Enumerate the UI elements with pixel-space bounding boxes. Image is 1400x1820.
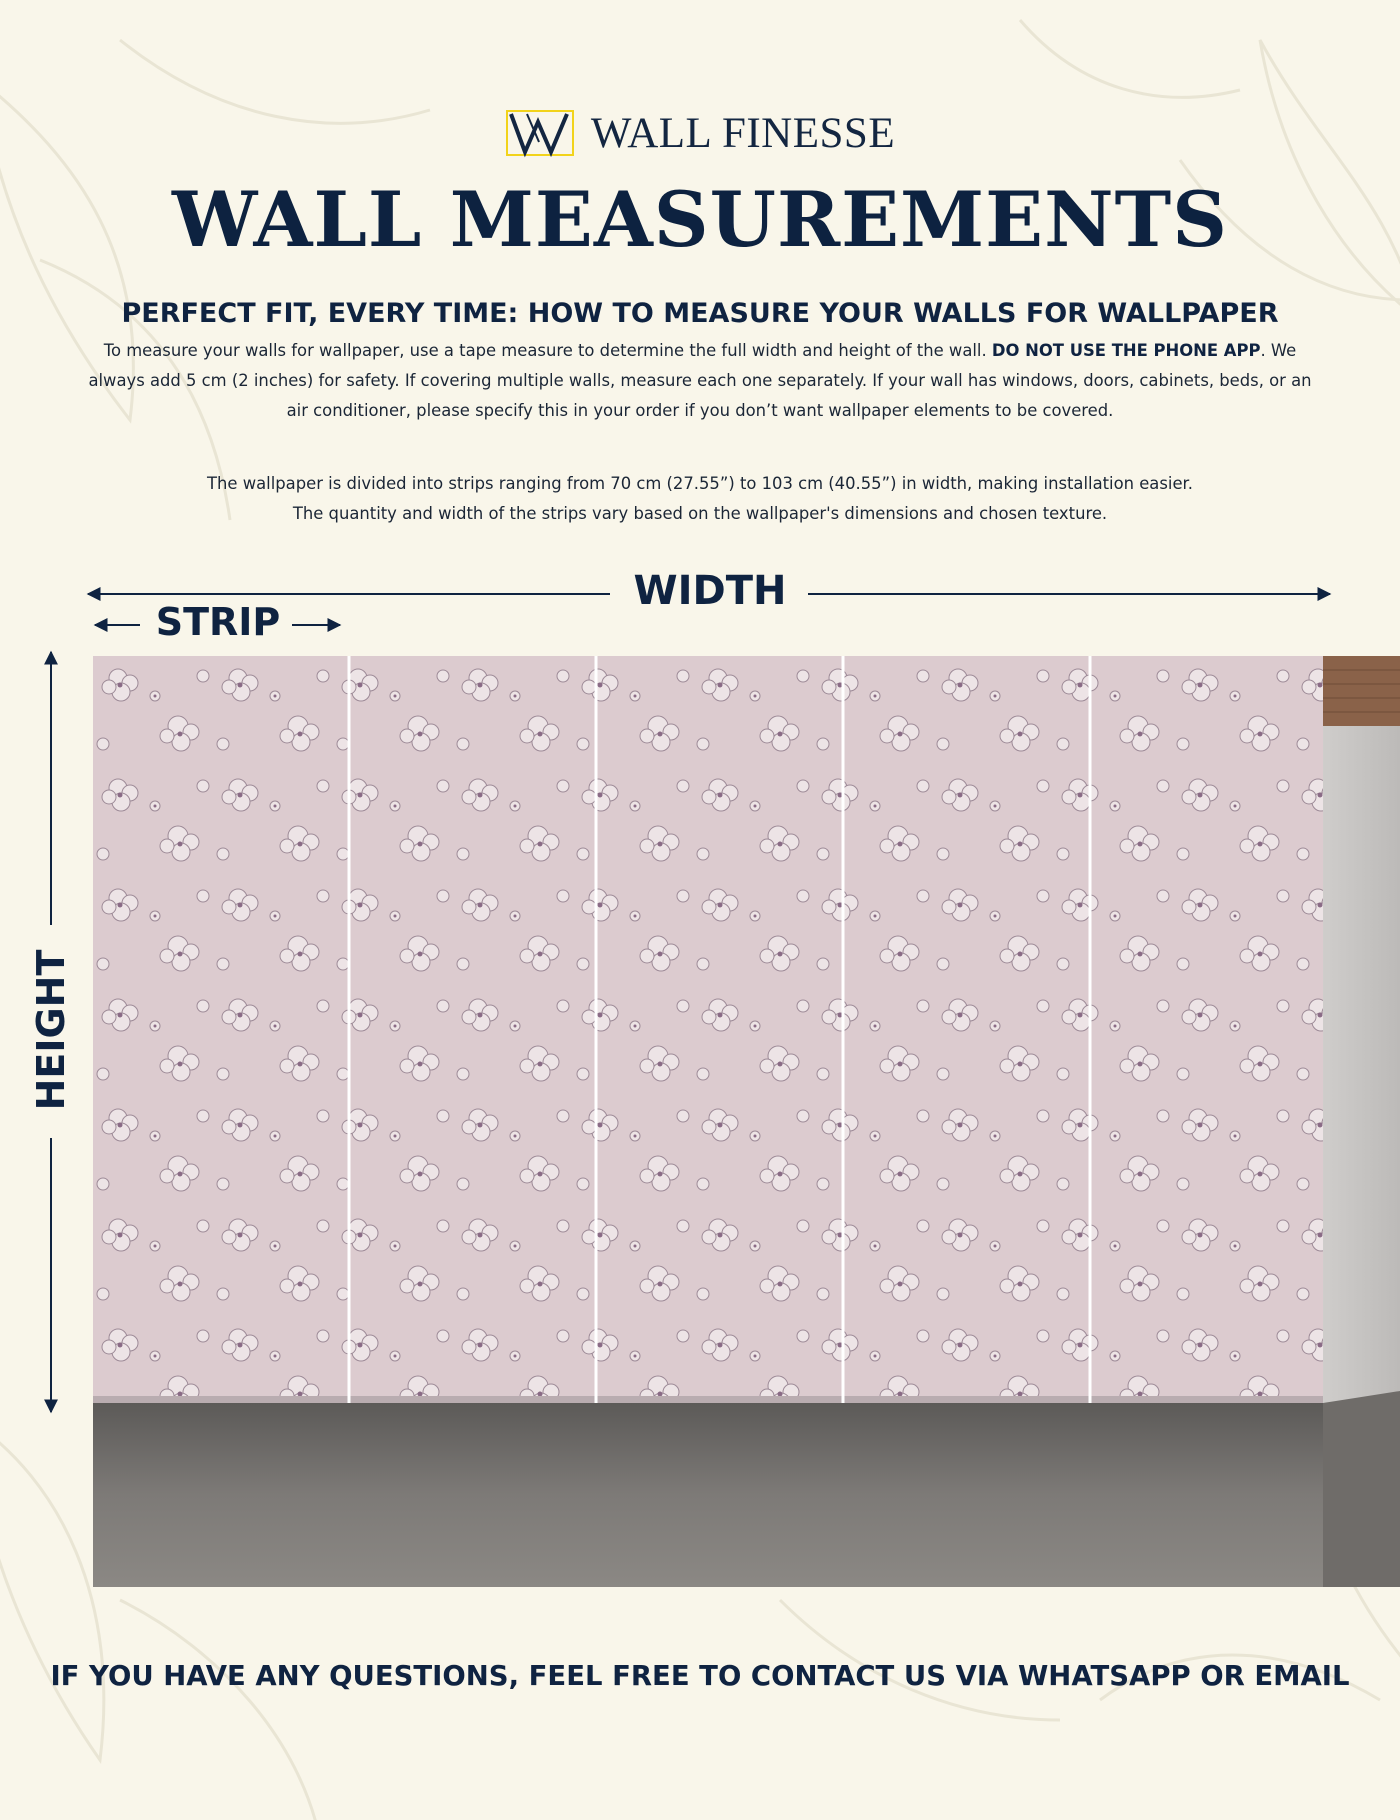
wallpapered-room-photo bbox=[93, 656, 1400, 1587]
width-label: WIDTH bbox=[633, 568, 787, 614]
brand-logo bbox=[0, 108, 1400, 158]
page-title: WALL MEASUREMENTS bbox=[171, 175, 1229, 264]
strips-note-line-2: The quantity and width of the strips vary based on the wallpaper's dimensions and chosen texture. bbox=[292, 504, 1108, 523]
phone-app-warning: DO NOT USE THE PHONE APP bbox=[991, 341, 1261, 360]
height-label: HEIGHT bbox=[29, 949, 73, 1111]
page-subtitle: PERFECT FIT, EVERY TIME: HOW TO MEASURE YOUR WALLS FOR WALLPAPER bbox=[121, 298, 1279, 329]
strip-label: STRIP bbox=[155, 600, 281, 644]
room-illustration bbox=[93, 656, 1400, 1587]
contact-footer: IF YOU HAVE ANY QUESTIONS, FEEL FREE TO CONTACT US VIA WHATSAPP OR EMAIL bbox=[50, 1660, 1350, 1692]
intro-text-before: To measure your walls for wallpaper, use a tape measure to determine the full width and height of the wall. bbox=[103, 341, 992, 360]
wallpaper-wall bbox=[93, 656, 1323, 1403]
strips-note-line-1: The wallpaper is divided into strips ranging from 70 cm (27.55”) to 103 cm (40.55”) in width, making installation easier. bbox=[207, 474, 1193, 493]
wf-monogram-icon bbox=[505, 108, 575, 158]
intro-text-after: . We always add 5 cm (2 inches) for safety. If covering multiple walls, measure each one separately. If your wall has windows, doors, cabinets, beds, or an air conditioner, please specify this in your order if you don’t want wallpaper elements to be covered. bbox=[88, 341, 1312, 420]
brand-name: WALL FINESSE bbox=[590, 109, 896, 157]
strips-note bbox=[80, 469, 1320, 529]
intro-paragraph bbox=[80, 336, 1320, 426]
